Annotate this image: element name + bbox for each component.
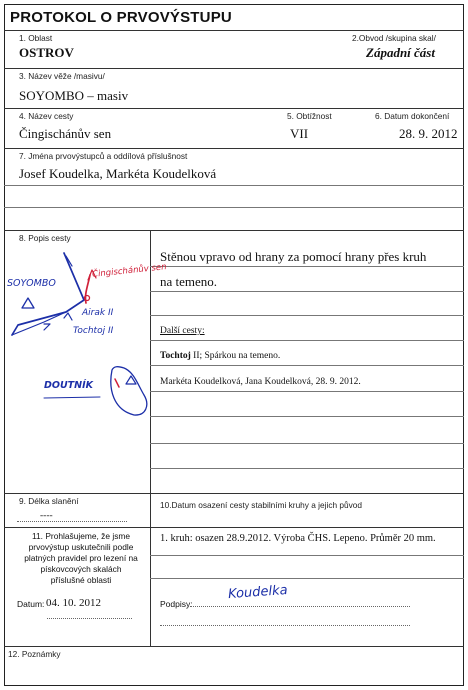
declaration-line: 11. Prohlašujeme, že jsme [31, 531, 131, 541]
declaration-line: platných pravidel pro lezení na [24, 553, 138, 563]
notes-label: 12. Poznámky [8, 649, 61, 659]
description-label: 8. Popis cesty [19, 233, 71, 243]
divider [4, 108, 464, 109]
date-label: Datum: [17, 599, 45, 609]
signature-dotted-line [190, 606, 410, 607]
ruled-line [150, 266, 464, 267]
ruled-line [150, 468, 464, 469]
rappel-value: ---- [40, 511, 53, 521]
other-route [160, 351, 280, 361]
tower-value: SOYOMBO – masiv [19, 88, 129, 103]
arrow [64, 313, 72, 320]
ruled-line [4, 207, 464, 208]
rappel-dotted-line [17, 521, 127, 522]
difficulty-label: 5. Obtížnost [287, 111, 332, 121]
declaration-line: prvovýstup uskutečnili podle [28, 542, 134, 552]
district-value: Západní část [366, 45, 435, 60]
divider [4, 527, 464, 528]
other-routes-label: Další cesty: [160, 326, 205, 336]
summit-triangle [22, 298, 34, 308]
sketch-label-route: Čingischánův sen [91, 262, 168, 280]
other-route-name: Tochtoj [160, 351, 191, 361]
date-value: 04. 10. 2012 [46, 597, 101, 609]
bolts-label: 10.Datum osazení cesty stabilními kruhy a jejich původ [160, 500, 362, 510]
description-line-1: Stěnou vpravo od hrany za pomocí hrany přes kruh [160, 249, 427, 264]
doutnik-outline [111, 367, 147, 415]
rock-base [12, 312, 66, 335]
ruled-line [150, 555, 464, 556]
date-done-value: 28. 9. 2012 [399, 126, 458, 141]
ruled-line [150, 416, 464, 417]
tochtoj-name: Tochtoj [73, 326, 106, 336]
signatures-label: Podpisy: [160, 599, 193, 609]
declaration-line: pískovcových skalách [40, 564, 122, 574]
climbers-value: Josef Koudelka, Markéta Koudelková [19, 166, 217, 181]
rappel-label: 9. Délka slanění [19, 496, 79, 506]
ruled-line [150, 391, 464, 392]
declaration-line: příslušné oblasti [50, 575, 112, 585]
ruled-line [150, 315, 464, 316]
divider [4, 68, 464, 69]
tower-label: 3. Název věže /masivu/ [19, 71, 105, 81]
difficulty-value: VII [290, 126, 309, 141]
other-route-rest: II; Spárkou na temeno. [190, 351, 281, 361]
form-title: PROTOKOL O PRVOVÝSTUPU [10, 9, 232, 26]
column-divider [150, 493, 151, 527]
sketch-label-doutnik: DOUTNÍK [44, 380, 94, 391]
climbers-label: 7. Jména prvovýstupců a oddílová příslušnost [19, 151, 188, 161]
divider [4, 30, 464, 31]
sketch-label-airak [82, 308, 113, 318]
date-dotted-line [47, 618, 132, 619]
doutnik-route [115, 379, 119, 387]
sketch-label-tochtoj [73, 326, 113, 336]
district-label: 2.Obvod /skupina skal/ [352, 33, 436, 43]
ruled-line [150, 340, 464, 341]
airak-grade: II [107, 308, 114, 318]
date-done-label: 6. Datum dokončení [375, 111, 450, 121]
divider [4, 148, 464, 149]
divider [4, 646, 464, 647]
ruled-line [4, 185, 464, 186]
route-label: 4. Název cesty [19, 111, 74, 121]
arrow [44, 324, 50, 330]
ruled-line [150, 578, 464, 579]
description-line-2: na temeno. [160, 274, 218, 289]
divider [4, 493, 464, 494]
bolts-value: 1. kruh: osazen 28.9.2012. Výroba ČHS. Lepeno. Průměr 20 mm. [160, 533, 436, 544]
declaration-text [16, 531, 146, 586]
airak-name: Airak [82, 308, 106, 318]
doutnik-underline [44, 397, 100, 398]
ruled-line [150, 443, 464, 444]
column-divider [150, 527, 151, 646]
divider [4, 230, 464, 231]
sketch-label-soyombo: SOYOMBO [7, 278, 56, 289]
route-value: Čingischánův sen [19, 126, 112, 141]
area-value: OSTROV [19, 45, 74, 60]
tochtoj-grade: II [107, 326, 114, 336]
other-route-authors: Markéta Koudelková, Jana Koudelková, 28. 9. 2012. [160, 377, 361, 387]
area-label: 1. Oblast [19, 33, 53, 43]
signature: Koudelka [227, 582, 289, 603]
ruled-line [150, 365, 464, 366]
signature-dotted-line-2 [160, 625, 410, 626]
rock-outline [12, 253, 84, 335]
ruled-line [150, 291, 464, 292]
